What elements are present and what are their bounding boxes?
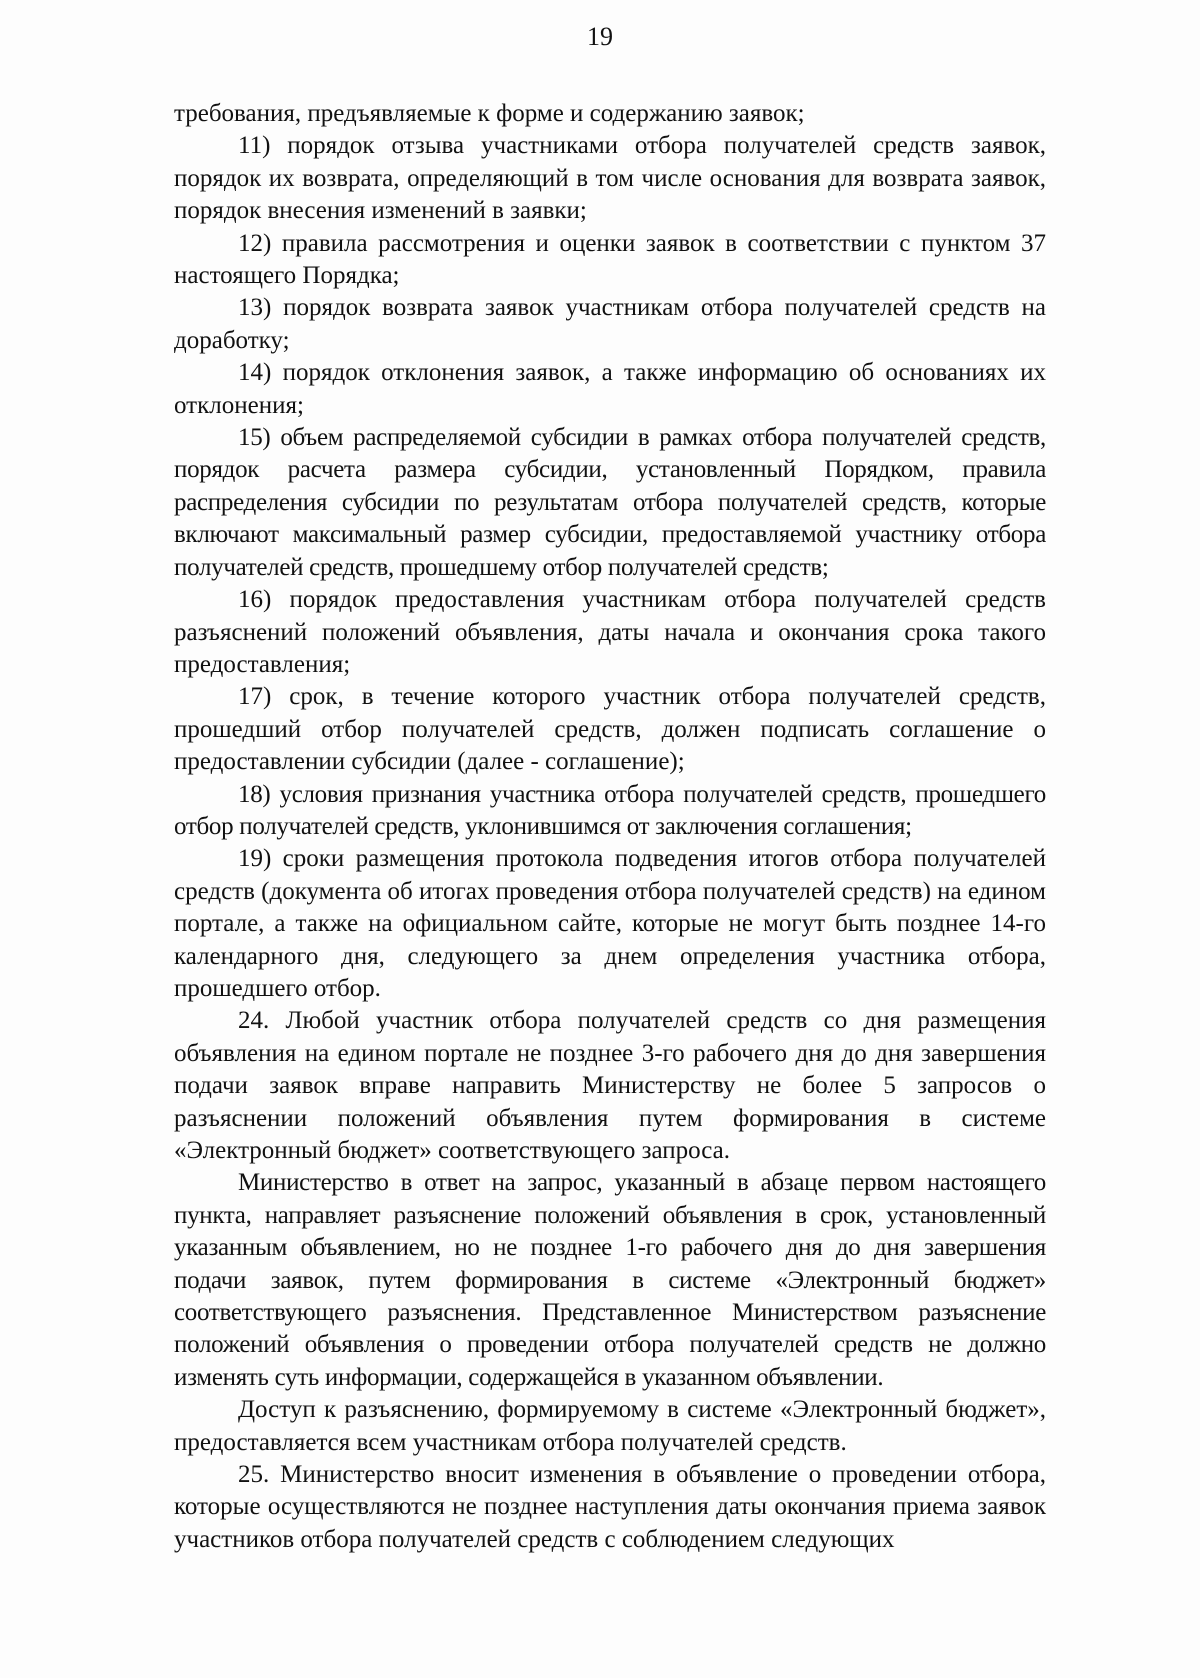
document-body (174, 98, 1046, 1556)
list-item-12: 12) правила рассмотрения и оценки заявок в соответствии с пунктом 37 настоящего Порядка; (174, 229, 1046, 290)
list-item-18: 18) условия признания участника отбора получателей средств, прошедшего отбор получателей средств, уклонившимся от заключения соглашения; (174, 780, 1046, 840)
section-24-paragraph-3: Доступ к разъяснению, формируемому в системе «Электронный бюджет», предоставляется всем участникам отбора получателей средств. (174, 1396, 1046, 1456)
section-24-paragraph-2: Министерство в ответ на запрос, указанный в абзаце первом настоящего пункта, направляет разъяснение положений объявления в срок, установленный указанным объявлением, но не позднее 1-го рабочего дня до дня завершения подачи заявок, путем формирования в системе «Электронный бюджет» соответствующего разъяснения. Представленное Министерством разъяснение положений объявления о проведении отбора получателей средств не должно изменять суть информации, содержащейся в указанном объявлении. (174, 1169, 1046, 1391)
section-24-paragraph: 24. Любой участник отбора получателей средств со дня размещения объявления на едином портале не позднее 3-го рабочего дня до дня завершения подачи заявок вправе направить Министерству не более 5 запросов о разъяснении положений объявления путем формирования в системе «Электронный бюджет» соответствующего запроса. (174, 1007, 1046, 1164)
list-item-14: 14) порядок отклонения заявок, а также информацию об основаниях их отклонения; (174, 359, 1046, 419)
list-item-19: 19) сроки размещения протокола подведения итогов отбора получателей средств (документа об итогах проведения отбора получателей средств) на едином портале, а также на официальном сайте, которые не могут быть позднее 14-го календарного дня, следующего за днем определения участника отбора, прошедшего отбор. (174, 845, 1046, 1002)
paragraph-continuation: требования, предъявляемые к форме и содержанию заявок; (174, 100, 805, 127)
list-item-13: 13) порядок возврата заявок участникам отбора получателей средств на доработку; (174, 294, 1046, 354)
list-item-16: 16) порядок предоставления участникам отбора получателей средств разъяснений положений объявления, даты начала и окончания срока такого предоставления; (174, 586, 1046, 678)
page-number: 19 (587, 22, 613, 51)
section-25-paragraph: 25. Министерство вносит изменения в объявление о проведении отбора, которые осуществляются не позднее наступления даты окончания приема заявок участников отбора получателей средств с соблюдением следующих (174, 1461, 1046, 1553)
list-item-15: 15) объем распределяемой субсидии в рамках отбора получателей средств, порядок расчета размера субсидии, установленный Порядком, правила распределения субсидии по результатам отбора получателей средств, которые включают максимальный размер субсидии, предоставляемой участнику отбора получателей средств, прошедшему отбор получателей средств; (174, 424, 1046, 581)
list-item-11: 11) порядок отзыва участниками отбора получателей средств заявок, порядок их возврата, определяющий в том числе основания для возврата заявок, порядок внесения изменений в заявки; (174, 132, 1046, 225)
list-item-17: 17) срок, в течение которого участник отбора получателей средств, прошедший отбор получателей средств, должен подписать соглашение о предоставлении субсидии (далее - соглашение); (174, 683, 1046, 776)
